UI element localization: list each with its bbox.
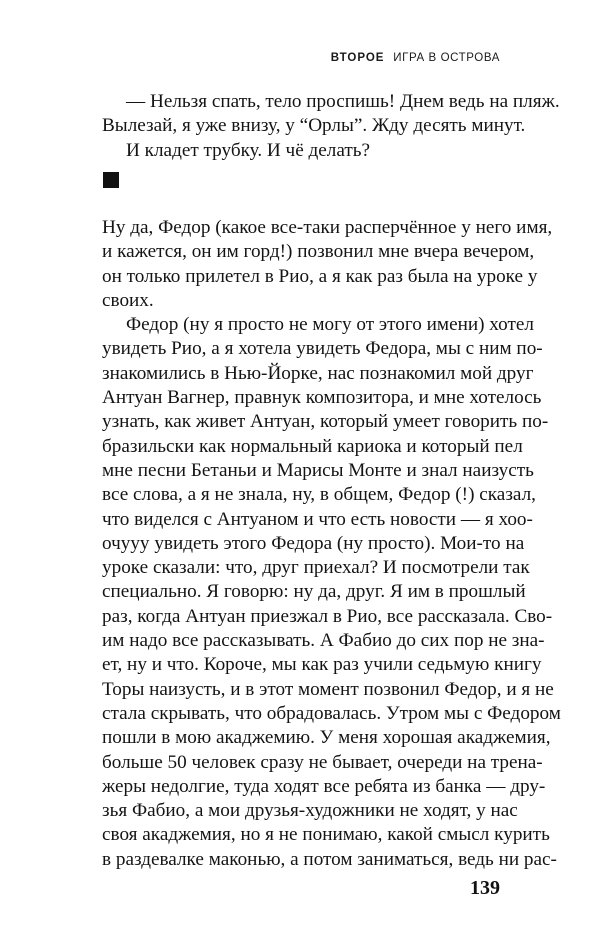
- text-line: Ну да, Федор (какое все-таки расперчённое у него имя,: [102, 217, 553, 238]
- text-line: бразильски как нормальный кариока и который пел: [102, 435, 523, 457]
- text-line: мне песни Бетаньи и Марисы Монте и знал наизусть: [102, 459, 534, 481]
- text-line: знакомились в Нью-Йорке, нас познакомил мой друг: [102, 362, 534, 384]
- text-line: им надо все рассказывать. А Фабио до сих пор не зна-: [102, 630, 545, 652]
- text-line: в раздевалке маконью, а потом заниматься, ведь ни рас-: [102, 848, 557, 870]
- text-line: он только прилетел в Рио, а я как раз была на уроке у: [102, 265, 538, 287]
- text-line: специально. Я говорю: ну да, друг. Я им в прошлый: [102, 581, 526, 603]
- text-line: Федор (ну я просто не могу от этого имени) хотел: [126, 314, 534, 336]
- body-text: [102, 216, 561, 872]
- text-line: уроке сказали: что, друг приехал? И посмотрели так: [102, 557, 530, 579]
- running-head-title: ИГРА В ОСТРОВА: [393, 52, 500, 64]
- text-line: все слова, а я не знала, ну, в общем, Федор (!) сказал,: [102, 484, 536, 506]
- text-line: больше 50 человек сразу не бывает, очереди на трена-: [102, 751, 543, 773]
- dialogue-block: [102, 90, 560, 163]
- text-line: стала скрывать, что обрадовалась. Утром мы с Федором: [102, 702, 561, 724]
- text-line: пошли в мою акаджемию. У меня хорошая акаджемия,: [102, 727, 551, 749]
- running-head-part: ВТОРОЕ: [330, 52, 385, 64]
- text-line: и кажется, он им горд!) позвонил мне вчера вечером,: [102, 241, 535, 263]
- running-head: [331, 52, 500, 64]
- dialogue-line: И кладет трубку. И чё делать?: [126, 139, 371, 161]
- text-line: раз, когда Антуан приезжал в Рио, все рассказала. Сво-: [102, 605, 553, 627]
- text-line: узнать, как живет Антуан, который умеет говорить по-: [102, 411, 549, 433]
- dialogue-line: Вылезай, я уже внизу, у “Орлы”. Жду десять минут.: [102, 115, 526, 137]
- text-line: что виделся с Антуаном и что есть новости — я хоо-: [102, 508, 533, 530]
- section-break-square: [103, 172, 119, 188]
- text-line: жеры недолгие, туда ходят все ребята из банка — дру-: [102, 775, 546, 797]
- text-line: увидеть Рио, а я хотела увидеть Федора, мы с ним по-: [102, 338, 543, 360]
- text-line: своих.: [102, 289, 154, 311]
- text-line: Торы наизусть, и в этот момент позвонил Федор, и я не: [102, 678, 554, 700]
- text-line: своя акаджемия, но я не понимаю, какой смысл курить: [102, 824, 550, 846]
- page-number: 139: [470, 877, 500, 899]
- text-line: ет, ну и что. Короче, мы как раз учили седьмую книгу: [102, 654, 542, 676]
- text-line: зья Фабио, а мои друзья-художники не ходят, у нас: [102, 800, 518, 822]
- dialogue-line: — Нельзя спать, тело проспишь! Днем ведь на пляж.: [126, 91, 560, 112]
- text-line: Антуан Вагнер, правнук композитора, и мне хотелось: [102, 387, 542, 409]
- text-line: очууу увидеть этого Федора (ну просто). Мои-то на: [102, 532, 525, 554]
